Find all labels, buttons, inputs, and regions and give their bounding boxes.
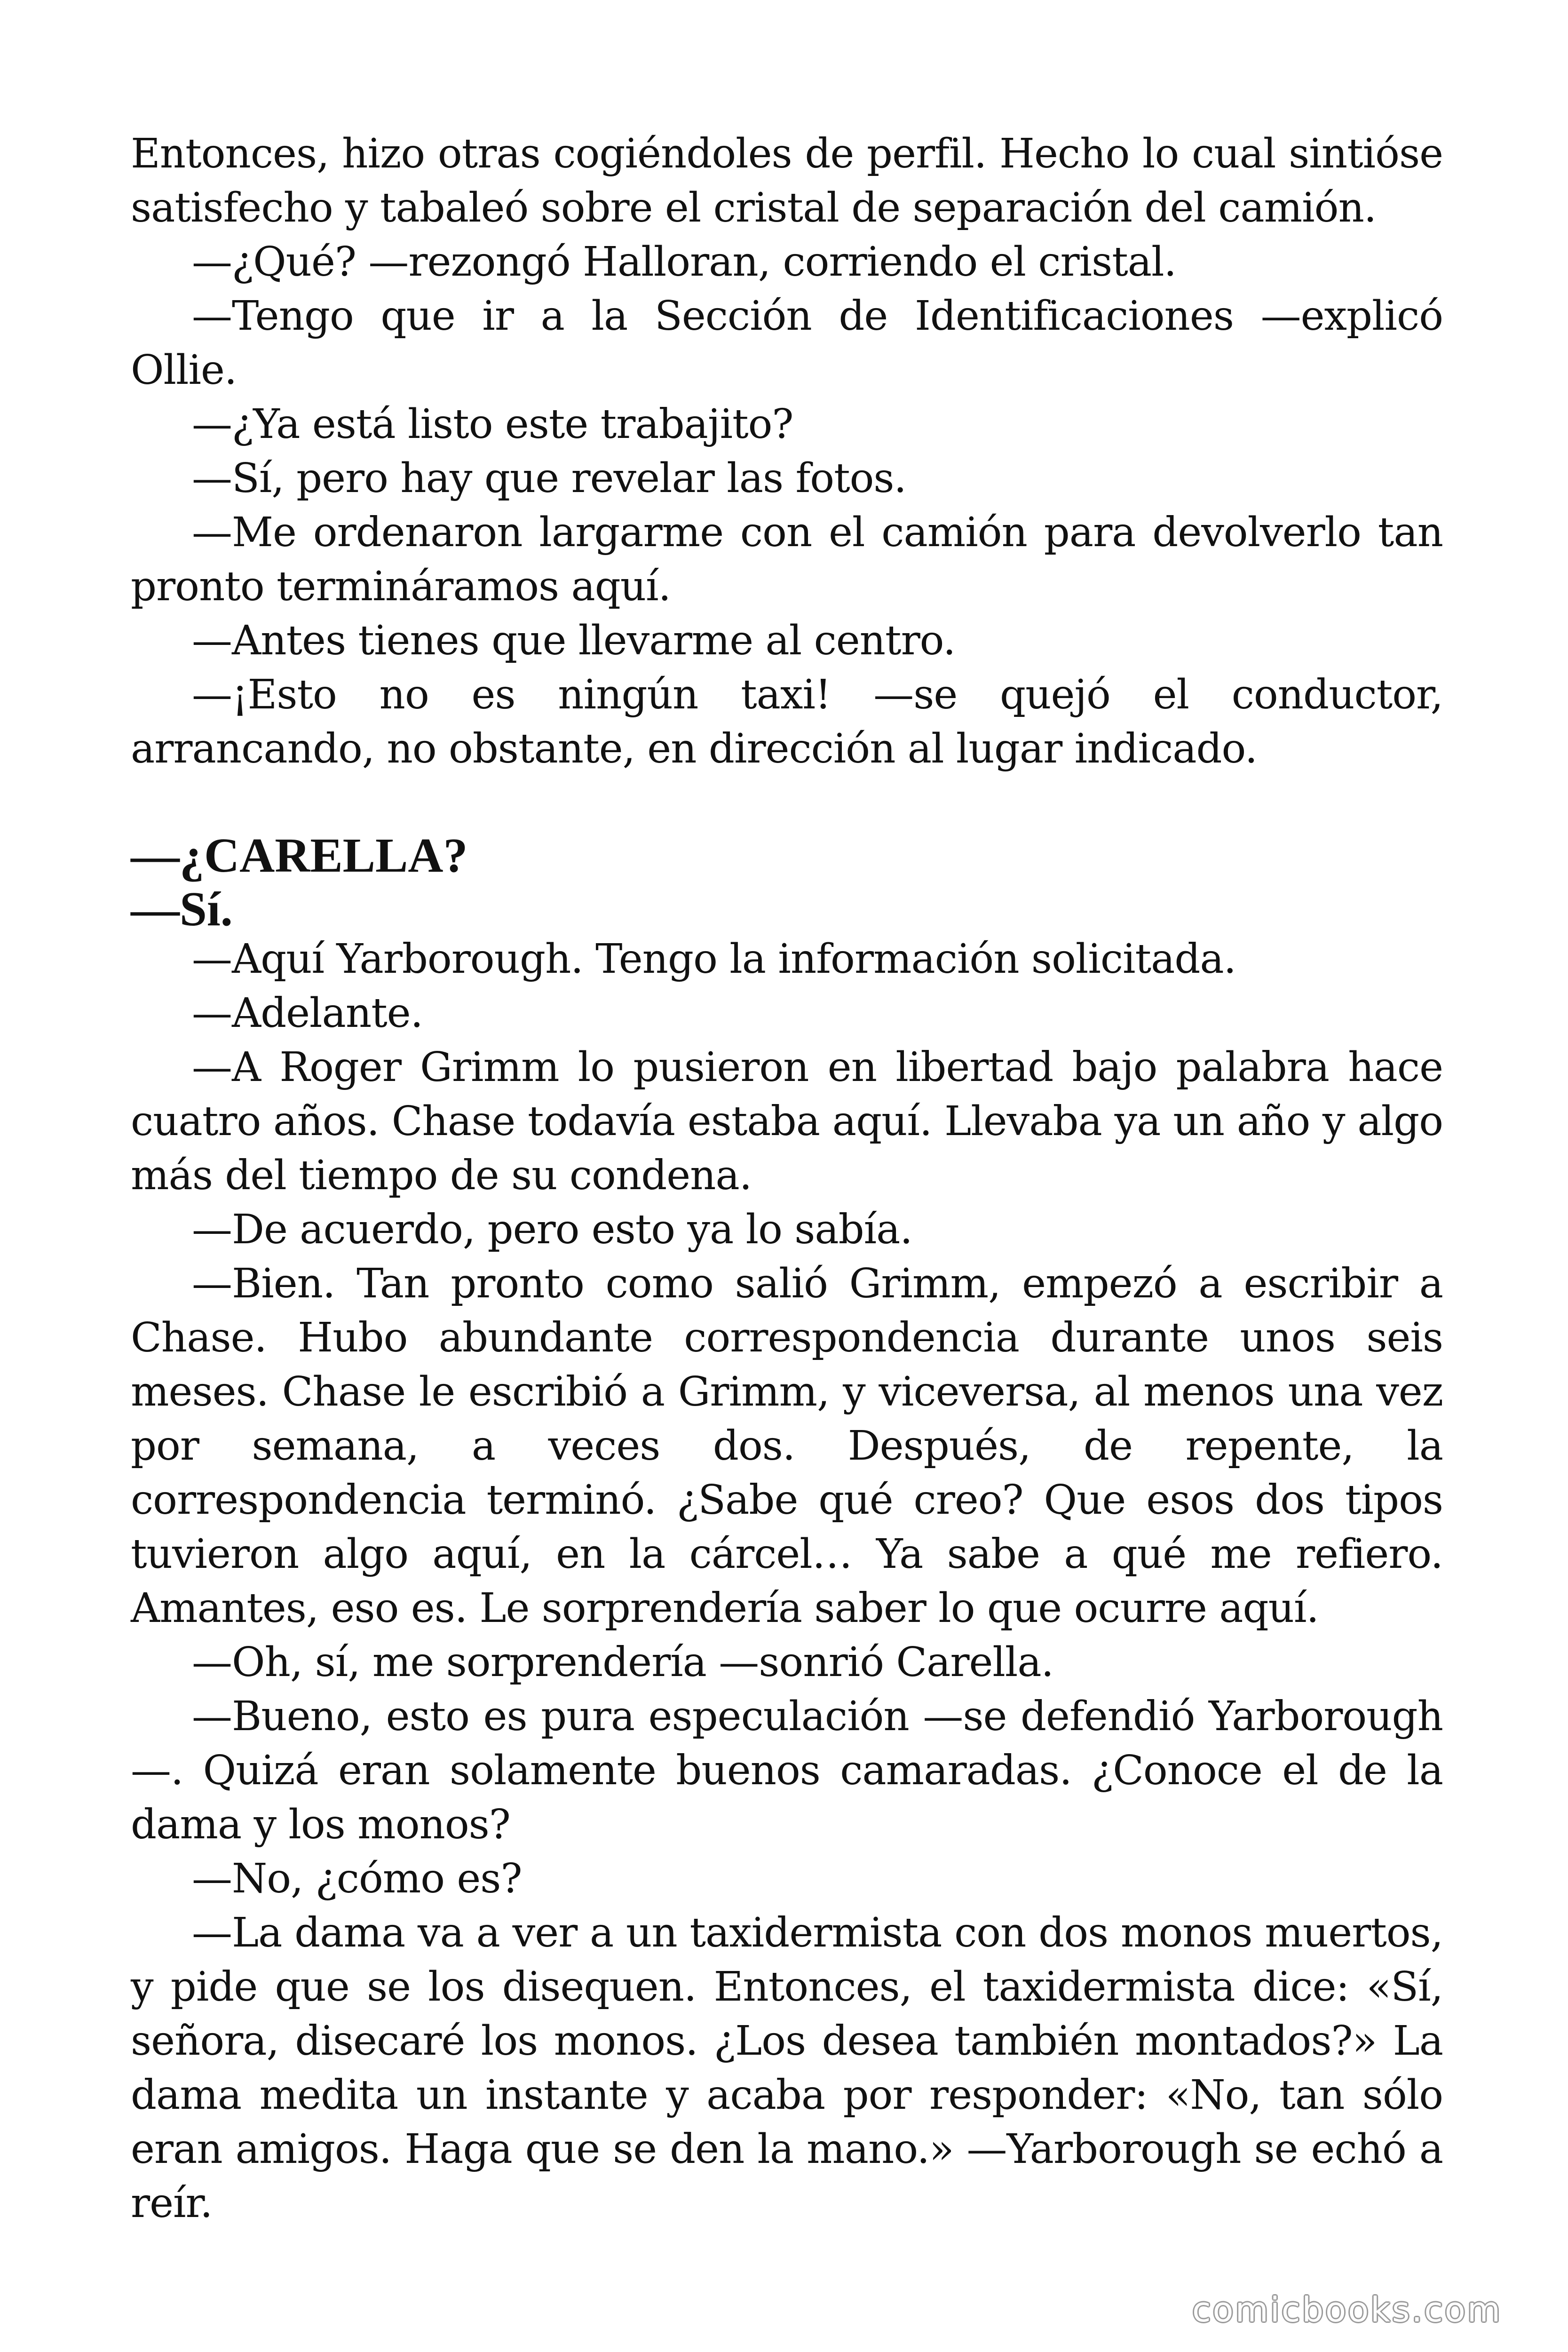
- paragraph: —Bien. Tan pronto como salió Grimm, empezó a escribir a Chase. Hubo abundante correspondencia durante unos seis meses. Chase le escribió a Grimm, y viceversa, al menos una vez por semana, a veces dos. Después, de repente, la correspondencia terminó. ¿Sabe qué creo? Que esos dos tipos tuvieron algo aquí, en la cárcel… Ya sabe a qué me refiero. Amantes, eso es. Le sorprendería saber lo que ocurre aquí.: [131, 1260, 1443, 1632]
- paragraph: —De acuerdo, pero esto ya lo sabía.: [192, 1206, 912, 1253]
- paragraph: —Bueno, esto es pura especulación —se defendió Yarborough—. Quizá eran solamente buenos camaradas. ¿Conoce el de la dama y los monos?: [131, 1693, 1443, 1848]
- section-heading: —¿CARELLA?: [131, 828, 468, 882]
- paragraph: —¿Ya está listo este trabajito?: [192, 401, 793, 448]
- paragraph: —Aquí Yarborough. Tengo la información solicitada.: [192, 936, 1236, 983]
- paragraph: —Adelante.: [192, 990, 423, 1037]
- paragraph: Entonces, hizo otras cogiéndoles de perfil. Hecho lo cual sintióse satisfecho y tabaleó sobre el cristal de separación del camión.: [131, 130, 1443, 231]
- paragraph: —No, ¿cómo es?: [192, 1855, 522, 1902]
- paragraph: —A Roger Grimm lo pusieron en libertad bajo palabra hace cuatro años. Chase todavía estaba aquí. Llevaba ya un año y algo más del tiempo de su condena.: [131, 1044, 1443, 1199]
- watermark: comicbooks.com: [1192, 2290, 1502, 2329]
- paragraph: —Me ordenaron largarme con el camión para devolverlo tan pronto termináramos aquí.: [131, 509, 1443, 610]
- section-two-text: [131, 932, 1443, 2231]
- paragraph: —¡Esto no es ningún taxi! —se quejó el conductor, arrancando, no obstante, en dirección al lugar indicado.: [131, 671, 1443, 772]
- paragraph: —Sí, pero hay que revelar las fotos.: [192, 455, 906, 502]
- section-one-text: [131, 127, 1443, 776]
- paragraph: —Oh, sí, me sorprendería —sonrió Carella.: [192, 1639, 1054, 1686]
- paragraph: —Antes tienes que llevarme al centro.: [192, 617, 956, 664]
- paragraph: —¿Qué? —rezongó Halloran, corriendo el cristal.: [192, 238, 1176, 286]
- section-heading-reply: —Sí.: [131, 882, 233, 936]
- paragraph: —Tengo que ir a la Sección de Identificaciones —explicó Ollie.: [131, 293, 1443, 394]
- paragraph: —La dama va a ver a un taxidermista con dos monos muertos, y pide que se los disequen. Entonces, el taxidermista dice: «Sí, señora, disecaré los monos. ¿Los desea también montados?» La dama medita un instante y acaba por responder: «No, tan sólo eran amigos. Haga que se den la mano.» —Yarborough se echó a reír.: [131, 1909, 1443, 2227]
